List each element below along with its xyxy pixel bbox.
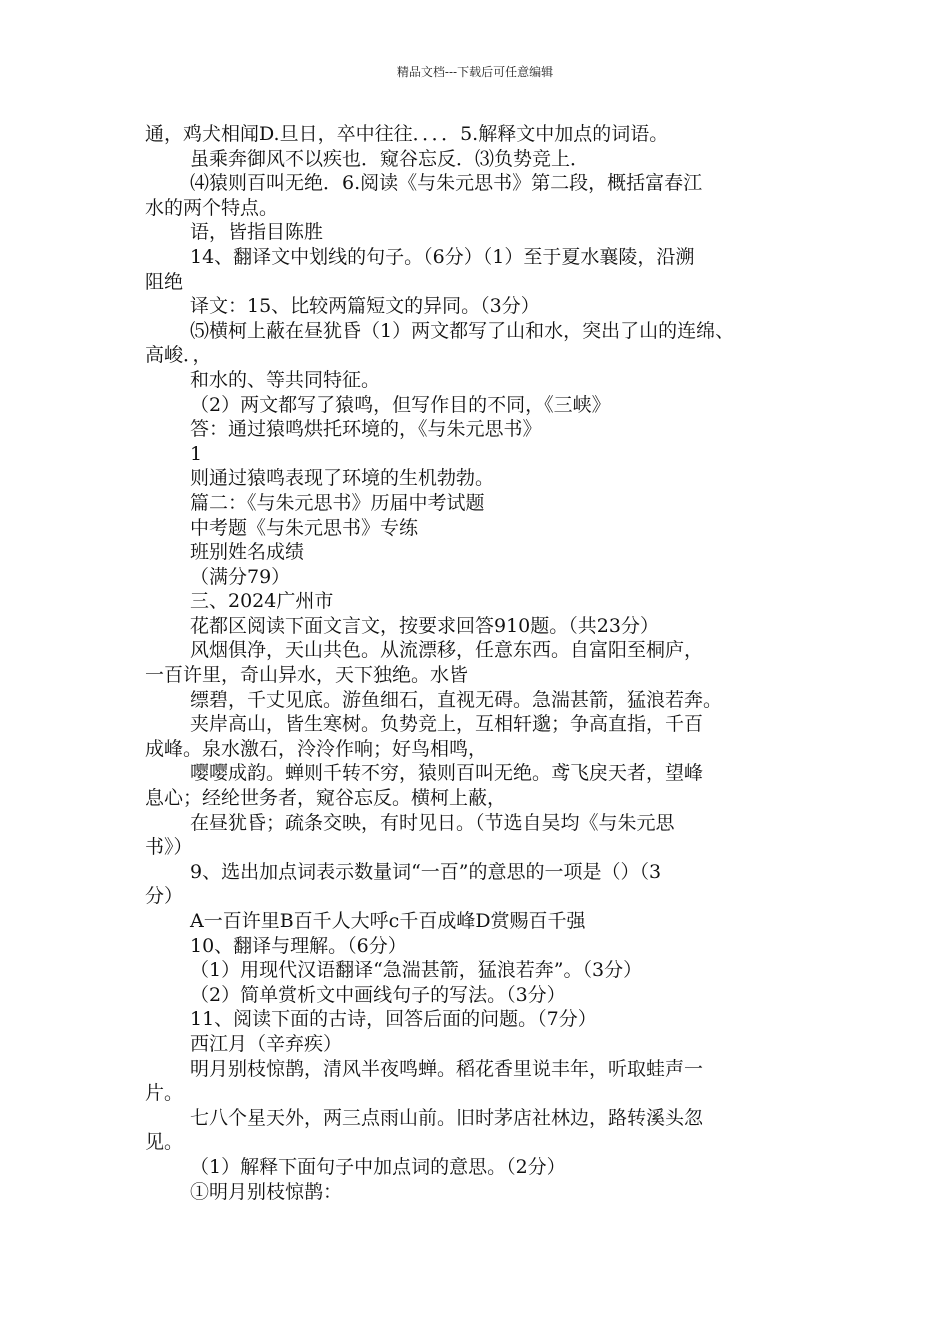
text-line: （2）两文都写了猿鸣，但写作目的不同，《三峡》: [190, 393, 611, 416]
text-line: 缥碧，千丈见底。游鱼细石，直视无碍。急湍甚箭，猛浪若奔。: [190, 688, 723, 711]
text-line: （1）用现代汉语翻译“急湍甚箭，猛浪若奔”。（3分）: [190, 959, 643, 982]
text-line: （满分79）: [190, 565, 291, 588]
text-line: 西江月（辛弃疾）: [190, 1032, 343, 1055]
text-line: 译文：15、比较两篇短文的异同。（3分）: [190, 295, 540, 318]
text-line: 通，鸡犬相闻D.旦日，卒中往往．．．．5.解释文中加点的词语。: [145, 123, 669, 145]
text-line: 阻绝: [145, 270, 184, 293]
text-line: （1）解释下面句子中加点词的意思。（2分）: [190, 1155, 566, 1178]
text-line: 分）: [145, 885, 184, 908]
text-line: 篇二：《与朱元思书》历届中考试题: [190, 491, 485, 514]
text-line: 息心；经纶世务者，窥谷忘反。横柯上蔽，: [145, 787, 507, 810]
page-header: 精品文档---下载后可任意编辑: [396, 65, 554, 79]
text-line: 11、阅读下面的古诗，回答后面的问题。（7分）: [190, 1008, 597, 1031]
text-line: 在昼犹昏；疏条交映，有时见日。（节选自吴均《与朱元思: [190, 811, 675, 834]
text-line: 七八个星天外，两三点雨山前。旧时茅店社林边，路转溪头忽: [190, 1106, 704, 1129]
text-line: 嘤嘤成韵。蝉则千转不穷，猿则百叫无绝。鸢飞戾天者，望峰: [190, 762, 704, 785]
text-line: 成峰。泉水激石，泠泠作响；好鸟相鸣，: [145, 737, 488, 760]
text-line: 一百许里，奇山异水，天下独绝。水皆: [145, 664, 469, 687]
text-line: 1: [190, 442, 203, 465]
text-line: （2）简单赏析文中画线句子的写法。（3分）: [190, 983, 566, 1006]
text-line: 14、翻译文中划线的句子。（6分）（1）至于夏水襄陵，沿溯: [190, 245, 695, 268]
text-line: 书》）: [145, 836, 193, 859]
text-line: 明月别枝惊鹊，清风半夜鸣蝉。稻花香里说丰年，听取蛙声一: [190, 1057, 704, 1080]
text-line: 10、翻译与理解。（6分）: [190, 934, 407, 957]
document-body: [145, 122, 820, 1204]
text-line: ⑷猿则百叫无绝．6.阅读《与朱元思书》第二段，概括富春江: [190, 172, 703, 195]
text-line: ⑸横柯上蔽在昼犹昏（1）两文都写了山和水，突出了山的连绵、: [190, 319, 735, 342]
text-line: 9、选出加点词表示数量词“一百”的意思的一项是（）（3: [190, 860, 662, 883]
text-line: 班别姓名成绩: [190, 541, 305, 564]
text-line: 风烟俱净，天山共色。从流漂移，任意东西。自富阳至桐庐，: [190, 639, 704, 662]
text-line: 中考题《与朱元思书》专练: [190, 516, 419, 539]
text-line: 水的两个特点。: [145, 196, 279, 219]
text-line: 则通过猿鸣表现了环境的生机勃勃。: [190, 467, 495, 490]
text-line: 语，皆指目陈胜: [190, 221, 324, 244]
text-line: 花都区阅读下面文言文，按要求回答910题。（共23分）: [190, 614, 659, 637]
text-line: 答：通过猿鸣烘托环境的，《与朱元思书》: [190, 418, 542, 441]
text-line: 高峻．，: [145, 344, 212, 367]
text-line: 三、2024广州市: [190, 590, 334, 613]
text-line: 和水的、等共同特征。: [190, 368, 381, 391]
text-line: A一百许里B百千人大呼c千百成峰D赏赐百千强: [190, 910, 586, 932]
text-line: 虽乘奔御风不以疾也．窥谷忘反．⑶负势竞上．: [190, 147, 590, 170]
text-line: 见。: [145, 1131, 184, 1154]
text-line: 夹岸高山，皆生寒树。负势竞上，互相轩邈；争高直指，千百: [190, 713, 704, 736]
text-line: ①明月别枝惊鹊：: [190, 1180, 343, 1203]
text-line: 片。: [145, 1082, 184, 1105]
